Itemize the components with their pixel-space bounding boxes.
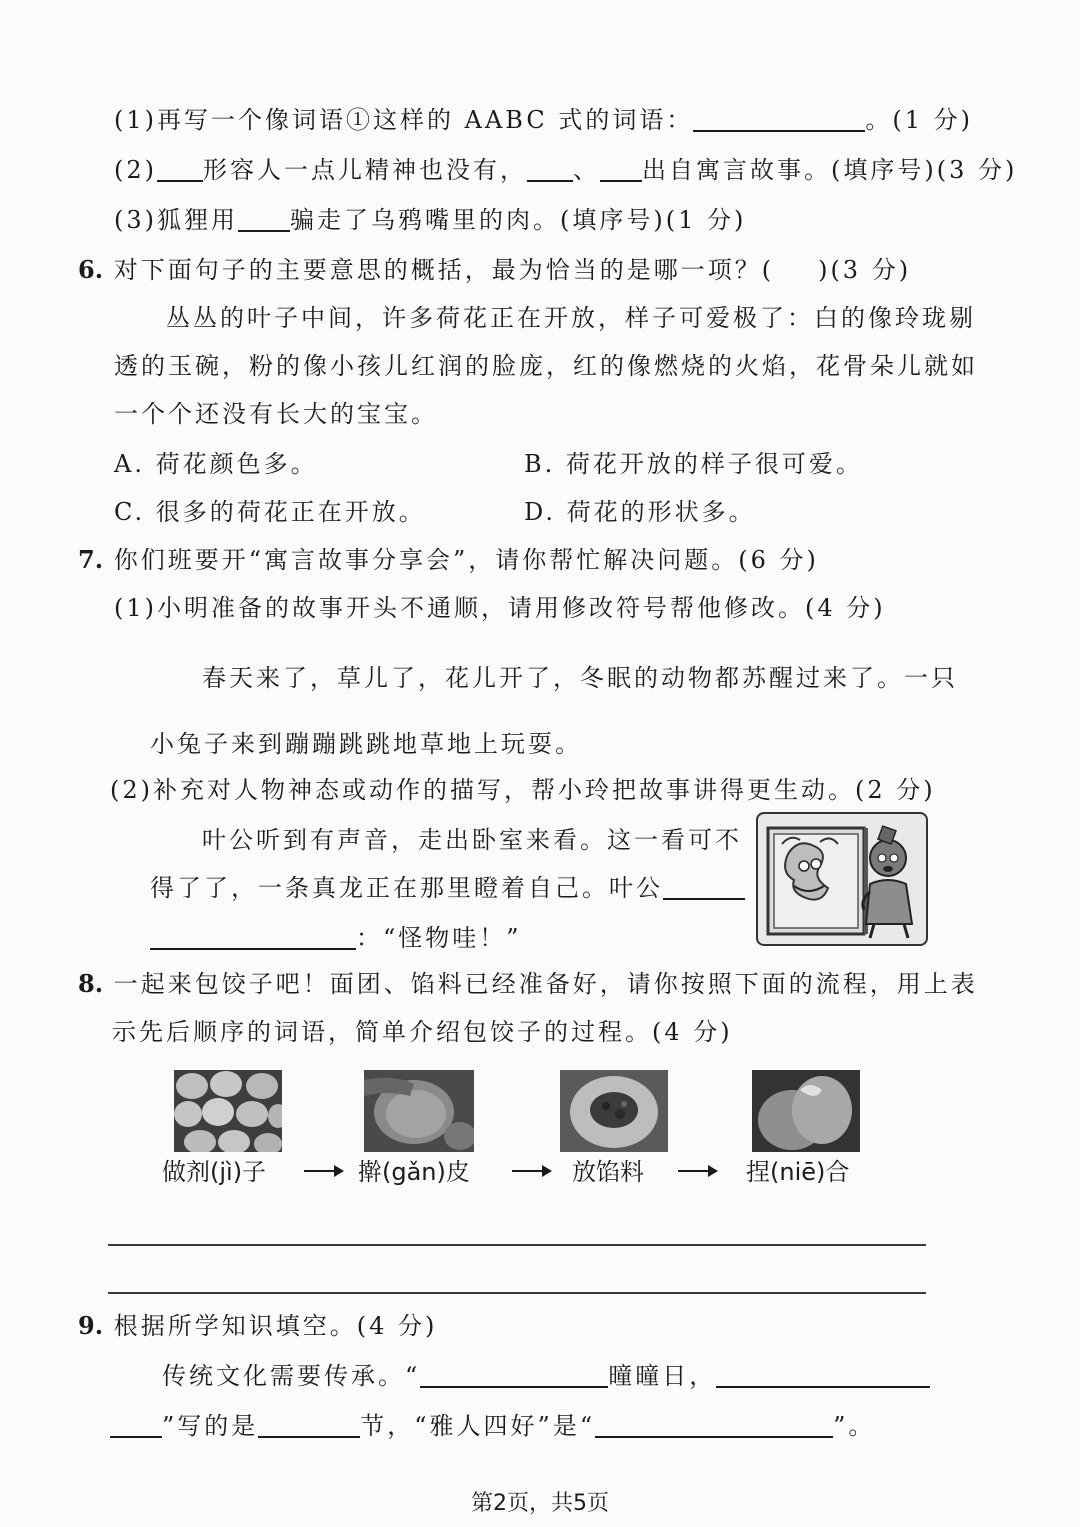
q8-stem-line-1: 一起来包饺子吧！面团、馅料已经准备好，请你按照下面的流程，用上表 <box>113 970 978 998</box>
q7-story-line-1: 春天来了，草儿了，花儿开了，冬眠的动物都苏醒过来了。一只 <box>202 664 958 692</box>
q9-stem-text: 根据所学知识填空。(4 分) <box>113 1312 438 1340</box>
ye-gong-dragon-illustration <box>756 812 928 946</box>
answer-blank[interactable] <box>150 924 356 950</box>
q8-stem-line-2: 示先后顺序的词语，简单介绍包饺子的过程。(4 分) <box>112 1018 733 1046</box>
q5-item-3-text-end: 骗走了乌鸦嘴里的肉。(填序号)(1 分) <box>290 206 747 234</box>
q7-fable-line-2 <box>150 872 745 904</box>
filling-photo <box>560 1070 668 1152</box>
q6-score: )(3 分) <box>818 256 912 284</box>
pinch-dumpling-drawing <box>752 1070 860 1152</box>
q9-line-1-text: 传统文化需要传承。“ <box>162 1362 421 1390</box>
q7-item-2: (2)补充对人物神态或动作的描写，帮小玲把故事讲得更生动。(2 分) <box>110 776 936 804</box>
q6-option-b[interactable]: B. 荷花开放的样子很可爱。 <box>524 450 863 478</box>
q5-item-1-text: (1)再写一个像词语①这样的 AABC 式的词语： <box>114 106 694 134</box>
answer-blank[interactable] <box>527 156 573 182</box>
q5-item-2-sep: 、 <box>573 156 600 184</box>
answer-blank[interactable] <box>157 156 203 182</box>
q6-option-d[interactable]: D. 荷花的形状多。 <box>524 498 756 526</box>
answer-line[interactable] <box>108 1292 926 1294</box>
q5-item-2 <box>114 154 1017 186</box>
q9-line-1 <box>162 1360 930 1392</box>
page-number: 第2页，共5页 <box>471 1491 609 1516</box>
q6-option-c[interactable]: C. 很多的荷花正在开放。 <box>114 498 426 526</box>
dough-pieces-drawing <box>174 1070 282 1152</box>
arrow-right-icon <box>678 1170 716 1172</box>
answer-blank[interactable] <box>663 874 745 900</box>
answer-blank[interactable] <box>238 206 290 232</box>
q6-number: 6. <box>78 255 104 284</box>
answer-blank[interactable] <box>258 1412 360 1438</box>
step-label-1: 做剂(jì)子 <box>162 1158 267 1186</box>
q7-stem <box>78 544 819 576</box>
q5-item-3-text: (3)狐狸用 <box>114 206 238 234</box>
q6-option-a[interactable]: A. 荷花颜色多。 <box>114 450 318 478</box>
q6-stem-text: 对下面句子的主要意思的概括，最为恰当的是哪一项？( <box>113 256 775 284</box>
arrow-right-icon <box>512 1170 550 1172</box>
q6-passage-line-1: 丛丛的叶子中间，许多荷花正在开放，样子可爱极了：白的像玲珑剔 <box>166 304 976 332</box>
step-label-2: 擀(gǎn)皮 <box>358 1158 470 1186</box>
q9-line-1-poem: 曈曈日， <box>608 1362 717 1390</box>
q7-number: 7. <box>78 545 104 574</box>
q5-item-2-text: 形容人一点儿精神也没有， <box>203 156 527 184</box>
answer-blank[interactable] <box>420 1362 608 1388</box>
q8-stem <box>78 968 978 1000</box>
dough-pieces-photo <box>174 1070 282 1152</box>
q7-fable-line-3 <box>150 922 522 954</box>
answer-blank[interactable] <box>600 156 642 182</box>
step-label-4: 捏(niē)合 <box>746 1158 850 1186</box>
q7-fable-line-1: 叶公听到有声音，走出卧室来看。这一看可不 <box>202 826 742 854</box>
q9-line-2-text-mid: 节，“雅人四好”是“ <box>360 1412 596 1440</box>
q6-passage-line-3: 一个个还没有长大的宝宝。 <box>114 400 438 428</box>
q5-item-1 <box>114 104 973 136</box>
arrow-right-icon <box>304 1170 342 1172</box>
rolled-wrapper-photo <box>364 1070 474 1152</box>
q9-line-2 <box>110 1410 875 1442</box>
q6-stem <box>78 254 911 286</box>
answer-blank[interactable] <box>716 1362 930 1388</box>
q7-stem-text: 你们班要开“寓言故事分享会”，请你帮忙解决问题。(6 分) <box>113 546 819 574</box>
q7-fable-text: 得了了，一条真龙正在那里瞪着自己。叶公 <box>150 874 663 902</box>
q7-item-1: (1)小明准备的故事开头不通顺，请用修改符号帮他修改。(4 分) <box>114 594 886 622</box>
q9-line-2-text: ”写的是 <box>162 1412 259 1440</box>
q9-number: 9. <box>78 1311 104 1340</box>
q7-story-line-2: 小兔子来到蹦蹦跳跳地草地上玩耍。 <box>150 730 582 758</box>
rolled-wrapper-drawing <box>364 1070 474 1152</box>
q9-line-2-end: ”。 <box>833 1412 876 1440</box>
q5-item-1-score: 。(1 分) <box>865 106 973 134</box>
q5-item-2-text-end: 出自寓言故事。(填序号)(3 分) <box>642 156 1018 184</box>
q8-number: 8. <box>78 969 104 998</box>
answer-blank[interactable] <box>693 106 865 132</box>
q5-item-2-label: (2) <box>114 156 157 184</box>
q6-passage-line-2: 透的玉碗，粉的像小孩儿红润的脸庞，红的像燃烧的火焰，花骨朵儿就如 <box>114 352 978 380</box>
q5-item-3 <box>114 204 746 236</box>
pinch-dumpling-photo <box>752 1070 860 1152</box>
answer-blank[interactable] <box>110 1412 162 1438</box>
step-label-3: 放馅料 <box>572 1158 644 1186</box>
filling-drawing <box>560 1070 668 1152</box>
answer-blank[interactable] <box>595 1412 833 1438</box>
answer-line[interactable] <box>108 1244 926 1246</box>
dragon-illustration-drawing <box>758 814 926 944</box>
q7-fable-quote: ：“怪物哇！” <box>356 924 522 952</box>
q9-stem <box>78 1310 437 1342</box>
